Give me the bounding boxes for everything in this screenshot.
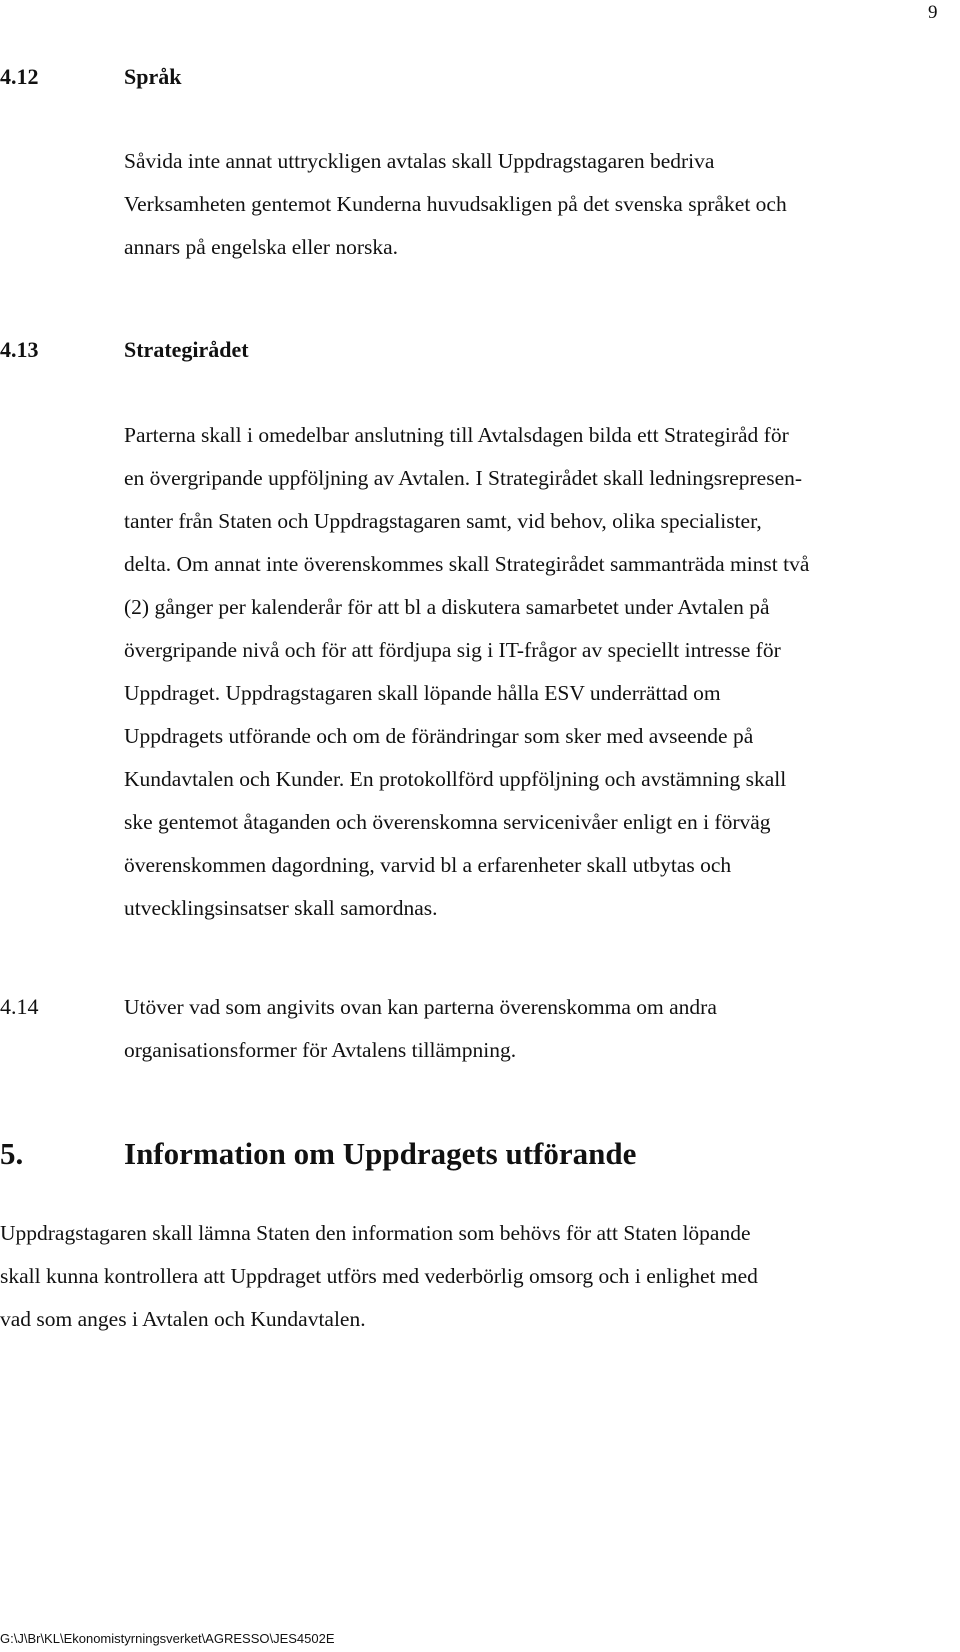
text-line: annars på engelska eller norska. <box>124 235 399 259</box>
text-line: (2) gånger per kalenderår för att bl a diskutera samarbetet under Avtalen på <box>124 595 770 619</box>
text-line: Uppdragets utförande och om de förändringar som sker med avseende på <box>124 724 754 748</box>
text-line: ske gentemot åtaganden och överenskomna servicenivåer enligt en i förväg <box>124 810 771 834</box>
text-line: utvecklingsinsatser skall samordnas. <box>124 896 438 920</box>
text-line: skall kunna kontrollera att Uppdraget utförs med vederbörlig omsorg och i enlighet med <box>0 1264 758 1288</box>
text-line: Parterna skall i omedelbar anslutning till Avtalsdagen bilda ett Strategiråd för <box>124 423 789 447</box>
section-4-12-title: Språk <box>124 64 182 89</box>
section-4-12-body <box>124 140 950 269</box>
text-line: vad som anges i Avtalen och Kundavtalen. <box>0 1307 366 1331</box>
text-line: Kundavtalen och Kunder. En protokollförd uppföljning och avstämning skall <box>124 767 787 791</box>
text-line: Utöver vad som angivits ovan kan parterna överenskomma om andra <box>124 995 717 1019</box>
text-line: övergripande nivå och för att fördjupa sig i IT-frågor av speciellt intresse för <box>124 638 781 662</box>
section-4-13-body <box>124 414 950 930</box>
text-line: tanter från Staten och Uppdragstagaren samt, vid behov, olika specialister, <box>124 509 762 533</box>
section-5-number: 5. <box>0 1136 24 1171</box>
text-line: organisationsformer för Avtalens tillämpning. <box>124 1038 517 1062</box>
text-line: överenskommen dagordning, varvid bl a erfarenheter skall utbytas och <box>124 853 732 877</box>
text-line: Verksamheten gentemot Kunderna huvudsakligen på det svenska språket och <box>124 192 787 216</box>
text-line: Uppdragstagaren skall lämna Staten den information som behövs för att Staten löpande <box>0 1221 751 1245</box>
page-number: 9 <box>928 2 938 23</box>
section-5-title: Information om Uppdragets utförande <box>124 1136 637 1171</box>
section-4-14-body <box>124 986 950 1072</box>
section-4-13-title: Strategirådet <box>124 337 249 362</box>
text-line: Såvida inte annat uttryckligen avtalas skall Uppdragstagaren bedriva <box>124 149 715 173</box>
section-4-12-number: 4.12 <box>0 64 39 89</box>
text-line: delta. Om annat inte överenskommes skall Strategirådet sammanträda minst två <box>124 552 810 576</box>
section-4-14-number: 4.14 <box>0 994 39 1019</box>
section-4-13-number: 4.13 <box>0 337 39 362</box>
footer-file-path: G:\J\Br\KL\Ekonomistyrningsverket\AGRESSO\JES4502E <box>0 1631 335 1646</box>
text-line: en övergripande uppföljning av Avtalen. I Strategirådet skall ledningsrepresen- <box>124 466 803 490</box>
section-5-body <box>0 1212 950 1341</box>
text-line: Uppdraget. Uppdragstagaren skall löpande hålla ESV underrättad om <box>124 681 721 705</box>
